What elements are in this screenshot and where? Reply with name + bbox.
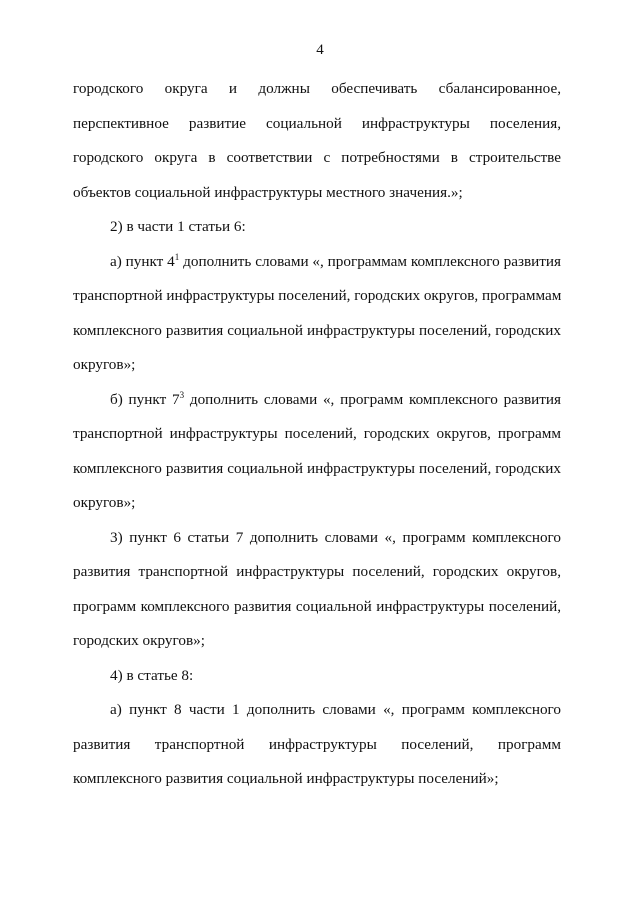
item-2-heading: 2) в части 1 статьи 6: xyxy=(110,218,246,235)
text-line: городского округа в соответствии с потребностями в строительстве xyxy=(73,149,561,166)
document-body xyxy=(73,72,561,797)
text-line: развития транспортной инфраструктуры поселений, программ xyxy=(73,735,561,753)
item-2b xyxy=(73,383,561,521)
superscript: 3 xyxy=(179,389,185,400)
text-line: развития транспортной инфраструктуры поселений, городских округов, xyxy=(73,563,561,580)
text-line: комплексного развития социальной инфраструктуры поселений, городских xyxy=(73,459,561,477)
text-line: транспортной инфраструктуры поселений, городских округов, программам xyxy=(73,287,562,304)
text-line xyxy=(73,383,561,418)
superscript: 1 xyxy=(174,251,180,262)
item-2a xyxy=(73,245,561,383)
text-line: 3) пункт 6 статьи 7 дополнить словами «, программ комплексного xyxy=(110,528,561,546)
text-line: городских округов»; xyxy=(73,632,205,649)
text-fragment: а) пункт $4^1$ дополнить словами «, программам комплексного развития xyxy=(110,251,561,270)
text-line: округов»; xyxy=(73,356,136,373)
text-line: транспортной инфраструктуры поселений, городских округов, программ xyxy=(73,425,561,442)
text-line: объектов социальной инфраструктуры местного значения.»; xyxy=(73,183,463,201)
text-fragment: б) пункт $7^3$ дополнить словами «, программ комплексного развития xyxy=(110,389,562,408)
text-line: округов»; xyxy=(73,494,136,511)
text-line: комплексного развития социальной инфраструктуры поселений»; xyxy=(73,770,499,787)
text-line: программ комплексного развития социальной инфраструктуры поселений, xyxy=(73,597,561,615)
paragraph-continuation xyxy=(73,72,561,210)
text-line: перспективное развитие социальной инфраструктуры поселения, xyxy=(73,114,561,132)
text-line: городского округа и должны обеспечивать сбалансированное, xyxy=(73,80,561,97)
text-line: а) пункт 8 части 1 дополнить словами «, программ комплексного xyxy=(110,701,561,718)
page-number: 4 xyxy=(316,42,324,58)
item-4-heading: 4) в статье 8: xyxy=(110,666,194,684)
item-4a xyxy=(73,693,561,797)
item-3 xyxy=(73,521,561,659)
text-line: комплексного развития социальной инфраструктуры поселений, городских xyxy=(73,321,561,339)
text-line xyxy=(73,245,561,280)
